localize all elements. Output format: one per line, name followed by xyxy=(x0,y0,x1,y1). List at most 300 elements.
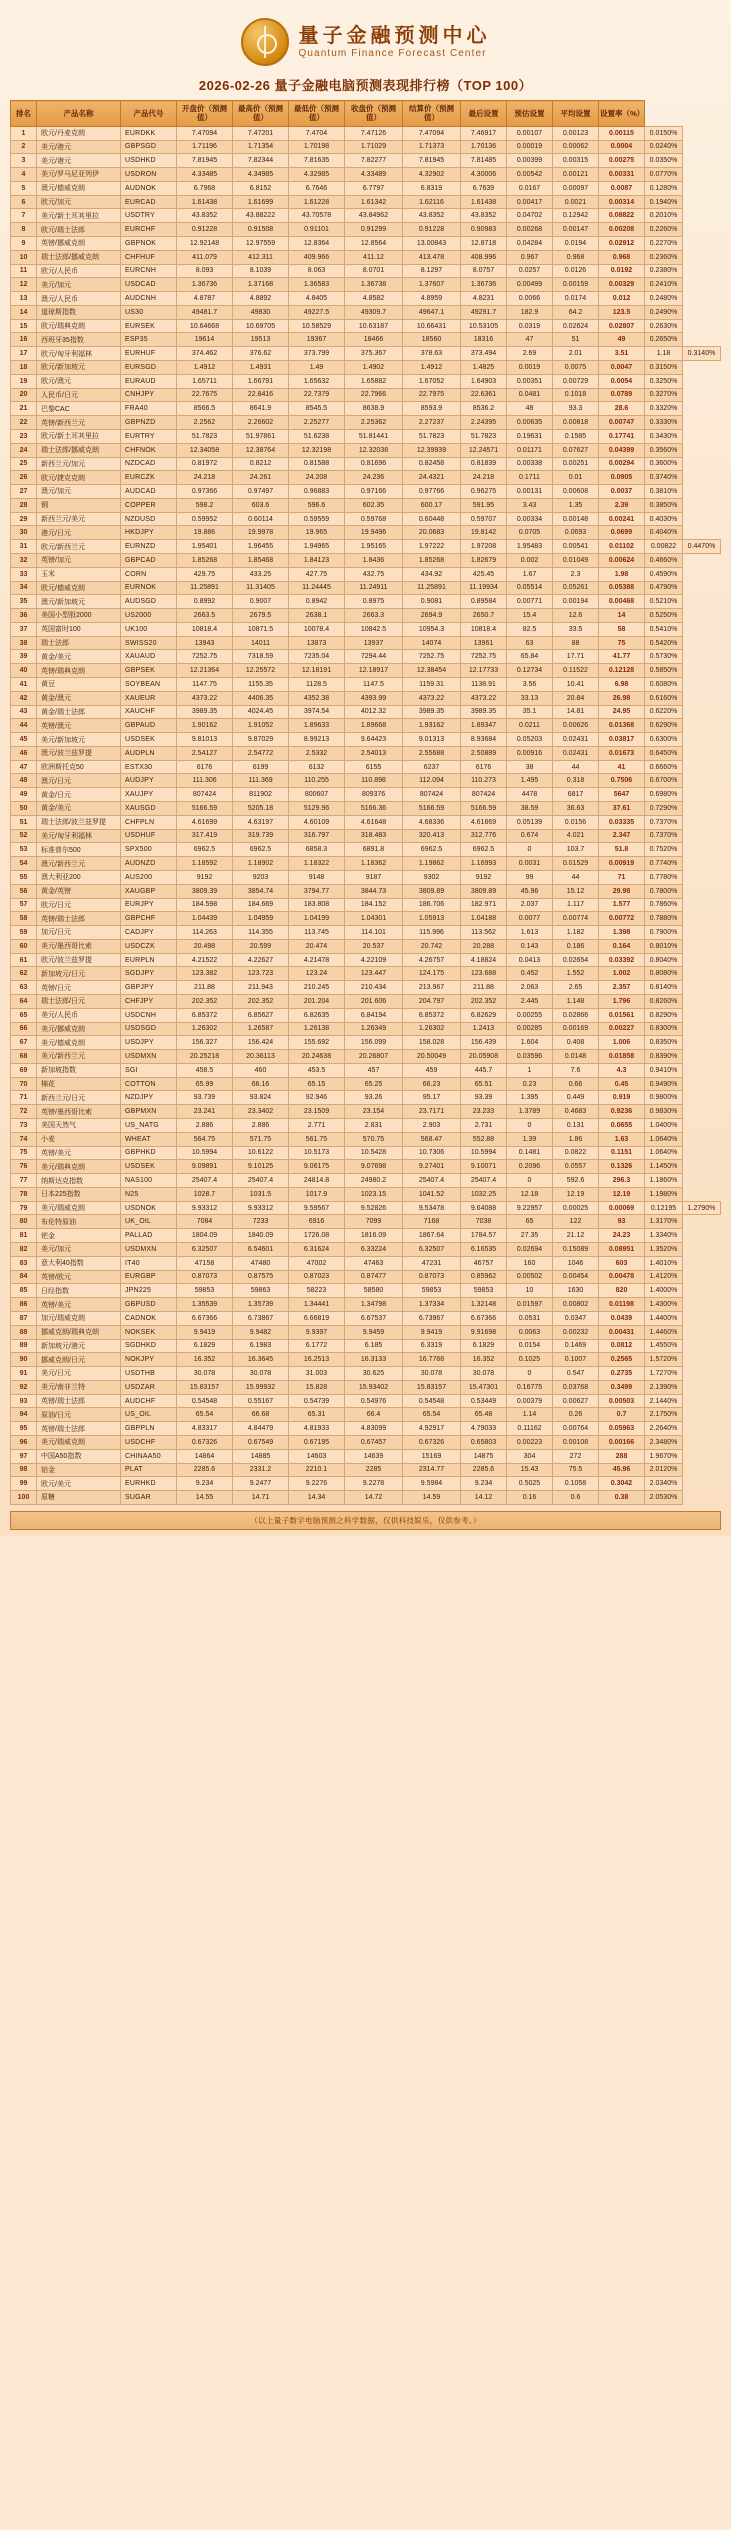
cell-12: 0.0770% xyxy=(645,168,683,182)
cell-3: 19614 xyxy=(177,333,233,347)
cell-7: 1159.31 xyxy=(403,678,461,692)
table-row xyxy=(11,485,721,499)
cell-11: 1.002 xyxy=(599,967,645,981)
cell-7: 7168 xyxy=(403,1215,461,1229)
cell-6: 4.61648 xyxy=(345,815,403,829)
cell-6: 51.81441 xyxy=(345,429,403,443)
cell-8: 20.288 xyxy=(461,939,507,953)
cell-5: 0.67195 xyxy=(289,1435,345,1449)
cell-12: 1.18 xyxy=(645,347,683,361)
cell-8: 373.494 xyxy=(461,347,507,361)
cell-0: 84 xyxy=(11,1270,37,1284)
cell-12: 0.3430% xyxy=(645,429,683,443)
cell-10: 0.0174 xyxy=(553,292,599,306)
cell-2: USDCHF xyxy=(121,1435,177,1449)
table-row xyxy=(11,1422,721,1436)
cell-3: 0.54548 xyxy=(177,1394,233,1408)
cell-5: 6132 xyxy=(289,760,345,774)
cell-9: 1.14 xyxy=(507,1408,553,1422)
cell-1: 美国天然气 xyxy=(37,1119,121,1133)
col-est-set: 预估设置 xyxy=(507,101,553,127)
cell-2: GBPHKD xyxy=(121,1146,177,1160)
cell-7: 2.55688 xyxy=(403,746,461,760)
cell-7: 0.91228 xyxy=(403,223,461,237)
cell-6: 19.9496 xyxy=(345,526,403,540)
cell-1: 澳元/新西兰元 xyxy=(37,857,121,871)
cell-5: 0.81588 xyxy=(289,457,345,471)
cell-5: 409.966 xyxy=(289,250,345,264)
cell-9: 0.0167 xyxy=(507,181,553,195)
cell-2: SUGAR xyxy=(121,1491,177,1505)
cell-8: 5166.59 xyxy=(461,802,507,816)
cell-8: 12.24571 xyxy=(461,443,507,457)
cell-9: 0.2096 xyxy=(507,1160,553,1174)
cell-12: 2.1440% xyxy=(645,1394,683,1408)
cell-7: 0.87073 xyxy=(403,1270,461,1284)
cell-1: 英镑/新西兰元 xyxy=(37,416,121,430)
cell-8: 46757 xyxy=(461,1256,507,1270)
cell-8: 3809.89 xyxy=(461,884,507,898)
cell-3: 12.34058 xyxy=(177,443,233,457)
cell-3: 1028.7 xyxy=(177,1187,233,1201)
cell-8: 113.562 xyxy=(461,926,507,940)
cell-9: 0.11162 xyxy=(507,1422,553,1436)
cell-7: 6.85372 xyxy=(403,1008,461,1022)
table-row xyxy=(11,595,721,609)
cell-0: 28 xyxy=(11,498,37,512)
cell-12: 0.8010% xyxy=(645,939,683,953)
cell-6: 49309.7 xyxy=(345,305,403,319)
cell-2: IT40 xyxy=(121,1256,177,1270)
cell-9: 0.05203 xyxy=(507,733,553,747)
cell-4: 0.97497 xyxy=(233,485,289,499)
cell-9: 65 xyxy=(507,1215,553,1229)
cell-1: 瑞士法郎/波兰兹罗提 xyxy=(37,815,121,829)
cell-7: 23.7171 xyxy=(403,1105,461,1119)
cell-7: 59853 xyxy=(403,1284,461,1298)
cell-0: 51 xyxy=(11,815,37,829)
table-row xyxy=(11,471,721,485)
cell-3: 2285.6 xyxy=(177,1463,233,1477)
cell-0: 78 xyxy=(11,1187,37,1201)
cell-7: 9.01313 xyxy=(403,733,461,747)
cell-10: 0.0347 xyxy=(553,1311,599,1325)
cell-2: GBPSGD xyxy=(121,140,177,154)
cell-2: USDCZK xyxy=(121,939,177,953)
cell-11: 820 xyxy=(599,1284,645,1298)
cell-11: 0.00478 xyxy=(599,1270,645,1284)
cell-8: 1.64903 xyxy=(461,374,507,388)
table-row xyxy=(11,733,721,747)
table-row xyxy=(11,636,721,650)
cell-1: 欧元/美元 xyxy=(37,1477,121,1491)
cell-0: 46 xyxy=(11,746,37,760)
cell-7: 66.23 xyxy=(403,1077,461,1091)
cell-6: 0.97166 xyxy=(345,485,403,499)
cell-12: 1.1980% xyxy=(645,1187,683,1201)
cell-0: 73 xyxy=(11,1119,37,1133)
cell-0: 66 xyxy=(11,1022,37,1036)
cell-5: 1128.5 xyxy=(289,678,345,692)
cell-8: 807424 xyxy=(461,788,507,802)
cell-9: 0.0154 xyxy=(507,1339,553,1353)
cell-9: 182.9 xyxy=(507,305,553,319)
cell-2: GBPCHF xyxy=(121,912,177,926)
cell-0: 1 xyxy=(11,126,37,140)
cell-2: COPPER xyxy=(121,498,177,512)
table-row xyxy=(11,1477,721,1491)
cell-7: 22.7975 xyxy=(403,388,461,402)
cell-10: 0.02866 xyxy=(553,1008,599,1022)
cell-11: 296.3 xyxy=(599,1174,645,1188)
cell-8: 12.17733 xyxy=(461,664,507,678)
cell-8: 425.45 xyxy=(461,567,507,581)
cell-8: 156.439 xyxy=(461,1036,507,1050)
cell-12: 0.4590% xyxy=(645,567,683,581)
cell-12: 0.3330% xyxy=(645,416,683,430)
cell-12: 1.0640% xyxy=(645,1132,683,1146)
table-row xyxy=(11,664,721,678)
cell-2: US30 xyxy=(121,305,177,319)
table-row xyxy=(11,540,721,554)
cell-2: CHFPLN xyxy=(121,815,177,829)
cell-9: 0 xyxy=(507,1174,553,1188)
table-row xyxy=(11,1229,721,1243)
cell-8: 22.6361 xyxy=(461,388,507,402)
cell-7: 1.26302 xyxy=(403,1022,461,1036)
cell-10: 0.00627 xyxy=(553,1394,599,1408)
cell-2: NOKJPY xyxy=(121,1353,177,1367)
table-row xyxy=(11,884,721,898)
cell-10: 0.03768 xyxy=(553,1380,599,1394)
cell-7: 1.05913 xyxy=(403,912,461,926)
cell-8: 19.8142 xyxy=(461,526,507,540)
cell-4: 1.18902 xyxy=(233,857,289,871)
cell-0: 62 xyxy=(11,967,37,981)
cell-5: 800607 xyxy=(289,788,345,802)
cell-9: 0 xyxy=(507,1367,553,1381)
table-row xyxy=(11,1105,721,1119)
cell-7: 320.413 xyxy=(403,829,461,843)
cell-1: 澳元/人民币 xyxy=(37,292,121,306)
cell-0: 56 xyxy=(11,884,37,898)
cell-1: 日本225指数 xyxy=(37,1187,121,1201)
cell-1: 中国A50指数 xyxy=(37,1449,121,1463)
cell-11: 0.0004 xyxy=(599,140,645,154)
cell-7: 18560 xyxy=(403,333,461,347)
cell-1: 人民币/日元 xyxy=(37,388,121,402)
cell-8: 1.2413 xyxy=(461,1022,507,1036)
cell-1: 美元/港元 xyxy=(37,154,121,168)
cell-10: 2.65 xyxy=(553,981,599,995)
cell-5: 3794.77 xyxy=(289,884,345,898)
cell-9: 0.04702 xyxy=(507,209,553,223)
cell-13: 1.2790% xyxy=(683,1201,721,1215)
cell-3: 10818.4 xyxy=(177,622,233,636)
cell-7: 3989.35 xyxy=(403,705,461,719)
cell-8: 6962.5 xyxy=(461,843,507,857)
cell-6: 10842.5 xyxy=(345,622,403,636)
cell-10: 0.6 xyxy=(553,1491,599,1505)
cell-7: 378.63 xyxy=(403,347,461,361)
cell-4: 1.61699 xyxy=(233,195,289,209)
cell-5: 6.1772 xyxy=(289,1339,345,1353)
cell-10: 0.12942 xyxy=(553,209,599,223)
cell-2: EURDKK xyxy=(121,126,177,140)
cell-10: 15.12 xyxy=(553,884,599,898)
cell-10: 0.186 xyxy=(553,939,599,953)
cell-7: 30.078 xyxy=(403,1367,461,1381)
cell-10: 0.00729 xyxy=(553,374,599,388)
cell-0: 23 xyxy=(11,429,37,443)
cell-7: 1.71373 xyxy=(403,140,461,154)
cell-5: 20.24638 xyxy=(289,1050,345,1064)
cell-7: 20.0683 xyxy=(403,526,461,540)
cell-11: 0.00166 xyxy=(599,1435,645,1449)
cell-11: 0.08822 xyxy=(599,209,645,223)
cell-6: 2.54013 xyxy=(345,746,403,760)
cell-11: 0.01561 xyxy=(599,1008,645,1022)
cell-2: NZDJPY xyxy=(121,1091,177,1105)
cell-5: 6.7646 xyxy=(289,181,345,195)
cell-0: 13 xyxy=(11,292,37,306)
table-row xyxy=(11,912,721,926)
cell-12: 0.12195 xyxy=(645,1201,683,1215)
forecast-table xyxy=(10,100,721,1505)
cell-9: 0.143 xyxy=(507,939,553,953)
cell-3: 59853 xyxy=(177,1284,233,1298)
cell-0: 40 xyxy=(11,664,37,678)
cell-8: 1.04188 xyxy=(461,912,507,926)
cell-5: 8545.5 xyxy=(289,402,345,416)
cell-3: 23.241 xyxy=(177,1105,233,1119)
cell-9: 0.1481 xyxy=(507,1146,553,1160)
cell-0: 34 xyxy=(11,581,37,595)
cell-3: 2663.5 xyxy=(177,609,233,623)
table-row xyxy=(11,168,721,182)
cell-2: US_NATG xyxy=(121,1119,177,1133)
cell-4: 6199 xyxy=(233,760,289,774)
cell-7: 12.39939 xyxy=(403,443,461,457)
cell-12: 0.2270% xyxy=(645,237,683,251)
cell-6: 1.61342 xyxy=(345,195,403,209)
cell-9: 0.00771 xyxy=(507,595,553,609)
cell-11: 0.05388 xyxy=(599,581,645,595)
cell-5: 6.31624 xyxy=(289,1243,345,1257)
cell-7: 1.93162 xyxy=(403,719,461,733)
cell-7: 204.797 xyxy=(403,994,461,1008)
cell-5: 1.70198 xyxy=(289,140,345,154)
cell-12: 0.1940% xyxy=(645,195,683,209)
cell-8: 65.48 xyxy=(461,1408,507,1422)
cell-2: GBPUSD xyxy=(121,1298,177,1312)
cell-11: 37.61 xyxy=(599,802,645,816)
cell-8: 211.88 xyxy=(461,981,507,995)
cell-1: 英镑/墨西哥比索 xyxy=(37,1105,121,1119)
cell-2: EURTRY xyxy=(121,429,177,443)
cell-2: USDJPY xyxy=(121,1036,177,1050)
cell-8: 59853 xyxy=(461,1284,507,1298)
cell-7: 6.73967 xyxy=(403,1311,461,1325)
cell-7: 2.903 xyxy=(403,1119,461,1133)
cell-12: 1.4400% xyxy=(645,1311,683,1325)
cell-1: 道琼斯指数 xyxy=(37,305,121,319)
cell-7: 8.1297 xyxy=(403,264,461,278)
brand-title-en: Quantum Finance Forecast Center xyxy=(298,47,487,59)
cell-8: 23.233 xyxy=(461,1105,507,1119)
cell-6: 12.32038 xyxy=(345,443,403,457)
cell-2: XAUAUD xyxy=(121,650,177,664)
cell-6: 1816.09 xyxy=(345,1229,403,1243)
cell-11: 0.00208 xyxy=(599,223,645,237)
cell-7: 14074 xyxy=(403,636,461,650)
cell-0: 92 xyxy=(11,1380,37,1394)
cell-3: 6.67366 xyxy=(177,1311,233,1325)
cell-7: 6.3319 xyxy=(403,1339,461,1353)
cell-10: 0.449 xyxy=(553,1091,599,1105)
cell-1: 欧元/瑞典克朗 xyxy=(37,319,121,333)
cell-7: 20.50049 xyxy=(403,1050,461,1064)
cell-2: EURJPY xyxy=(121,898,177,912)
cell-11: 0.00314 xyxy=(599,195,645,209)
cell-1: 标准普尔500 xyxy=(37,843,121,857)
cell-8: 18316 xyxy=(461,333,507,347)
cell-9: 9.22957 xyxy=(507,1201,553,1215)
cell-9: 1.39 xyxy=(507,1132,553,1146)
cell-5: 4.60109 xyxy=(289,815,345,829)
cell-2: USDNOK xyxy=(121,1201,177,1215)
cell-7: 4.32902 xyxy=(403,168,461,182)
cell-10: 44 xyxy=(553,870,599,884)
cell-2: USDMXN xyxy=(121,1050,177,1064)
cell-0: 26 xyxy=(11,471,37,485)
cell-6: 93.26 xyxy=(345,1091,403,1105)
table-row xyxy=(11,1491,721,1505)
cell-2: CADJPY xyxy=(121,926,177,940)
cell-4: 22.8416 xyxy=(233,388,289,402)
cell-10: 0.1585 xyxy=(553,429,599,443)
cell-12: 0.8290% xyxy=(645,1008,683,1022)
cell-9: 0 xyxy=(507,843,553,857)
cell-8: 9.10071 xyxy=(461,1160,507,1174)
cell-0: 57 xyxy=(11,898,37,912)
cell-4: 14.71 xyxy=(233,1491,289,1505)
cell-3: 19.886 xyxy=(177,526,233,540)
cell-4: 156.424 xyxy=(233,1036,289,1050)
cell-5: 1017.9 xyxy=(289,1187,345,1201)
cell-1: 美元/人民币 xyxy=(37,1008,121,1022)
cell-4: 1.35739 xyxy=(233,1298,289,1312)
cell-2: EURCAD xyxy=(121,195,177,209)
col-avg-set: 平均设置 xyxy=(553,101,599,127)
cell-2: UK_OIL xyxy=(121,1215,177,1229)
cell-4: 1155.35 xyxy=(233,678,289,692)
cell-3: 20.25218 xyxy=(177,1050,233,1064)
cell-5: 14.34 xyxy=(289,1491,345,1505)
cell-9: 0.00255 xyxy=(507,1008,553,1022)
cell-0: 30 xyxy=(11,526,37,540)
cell-7: 15169 xyxy=(403,1449,461,1463)
cell-10: 0.318 xyxy=(553,774,599,788)
cell-7: 1.19862 xyxy=(403,857,461,871)
quantum-circle-logo-icon xyxy=(241,18,289,66)
cell-2: WHEAT xyxy=(121,1132,177,1146)
cell-5: 24.208 xyxy=(289,471,345,485)
table-row xyxy=(11,1091,721,1105)
cell-3: 2.2562 xyxy=(177,416,233,430)
cell-9: 0.05139 xyxy=(507,815,553,829)
cell-4: 2.886 xyxy=(233,1119,289,1133)
cell-4: 93.824 xyxy=(233,1091,289,1105)
cell-5: 6916 xyxy=(289,1215,345,1229)
cell-4: 43.88222 xyxy=(233,209,289,223)
cell-6: 156.099 xyxy=(345,1036,403,1050)
cell-10: 0.0075 xyxy=(553,361,599,375)
cell-8: 16.352 xyxy=(461,1353,507,1367)
cell-9: 3.56 xyxy=(507,678,553,692)
cell-10: 0.00148 xyxy=(553,512,599,526)
cell-4: 12.25572 xyxy=(233,664,289,678)
cell-7: 11.25891 xyxy=(403,581,461,595)
cell-0: 83 xyxy=(11,1256,37,1270)
cell-11: 4.3 xyxy=(599,1063,645,1077)
cell-6: 1.95165 xyxy=(345,540,403,554)
cell-3: 7252.75 xyxy=(177,650,233,664)
cell-3: 3809.39 xyxy=(177,884,233,898)
cell-6: 4012.32 xyxy=(345,705,403,719)
cell-1: 黄金/美元 xyxy=(37,650,121,664)
cell-7: 43.8352 xyxy=(403,209,461,223)
cell-8: 12.8718 xyxy=(461,237,507,251)
cell-1: 美元/德威克朗 xyxy=(37,1036,121,1050)
cell-10: 0.00454 xyxy=(553,1270,599,1284)
table-row xyxy=(11,1201,721,1215)
cell-11: 0.12128 xyxy=(599,664,645,678)
cell-10: 10.41 xyxy=(553,678,599,692)
cell-1: 黄金/瑞士法郎 xyxy=(37,705,121,719)
col-product-name: 产品名称 xyxy=(37,101,121,127)
col-high: 最高价（预测值） xyxy=(233,101,289,127)
cell-12: 1.9670% xyxy=(645,1449,683,1463)
cell-6: 6.67537 xyxy=(345,1311,403,1325)
cell-0: 63 xyxy=(11,981,37,995)
cell-12: 2.2640% xyxy=(645,1422,683,1436)
cell-12: 0.2480% xyxy=(645,292,683,306)
cell-7: 1.97222 xyxy=(403,540,461,554)
cell-4: 9.10125 xyxy=(233,1160,289,1174)
cell-7: 9.5984 xyxy=(403,1477,461,1491)
cell-12: 1.7270% xyxy=(645,1367,683,1381)
cell-2: GBPPLN xyxy=(121,1422,177,1436)
cell-5: 210.245 xyxy=(289,981,345,995)
table-row xyxy=(11,898,721,912)
cell-1: 英国富时100 xyxy=(37,622,121,636)
cell-4: 1.4931 xyxy=(233,361,289,375)
cell-7: 6.8319 xyxy=(403,181,461,195)
table-row xyxy=(11,1380,721,1394)
cell-8: 6.82629 xyxy=(461,1008,507,1022)
cell-6: 0.8975 xyxy=(345,595,403,609)
cell-9: 2.445 xyxy=(507,994,553,1008)
cell-5: 561.75 xyxy=(289,1132,345,1146)
cell-4: 10.6122 xyxy=(233,1146,289,1160)
cell-3: 12.21364 xyxy=(177,664,233,678)
cell-4: 6.8152 xyxy=(233,181,289,195)
cell-3: 1147.75 xyxy=(177,678,233,692)
cell-2: ESTX30 xyxy=(121,760,177,774)
cell-6: 0.91299 xyxy=(345,223,403,237)
cell-5: 9.9397 xyxy=(289,1325,345,1339)
